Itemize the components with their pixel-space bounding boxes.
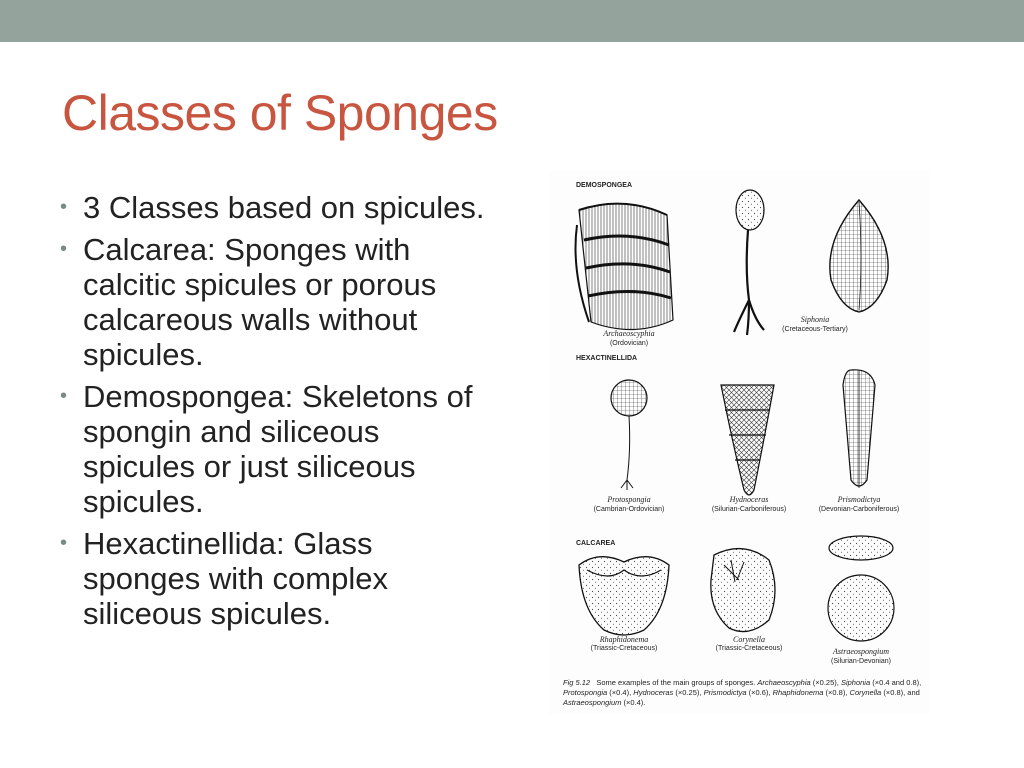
- caption-taxon: Prismodictya: [703, 688, 747, 697]
- protospongia-illustration: [611, 380, 647, 490]
- caption-taxon: Hydnoceras: [633, 688, 674, 697]
- bullet-dot-icon: •: [60, 196, 68, 218]
- section-label-hexactinellida: HEXACTINELLIDA: [576, 355, 638, 362]
- hydnoceras-illustration: [721, 385, 774, 495]
- section-label-demospongea: DEMOSPONGEA: [576, 182, 633, 189]
- caption-scale: (×0.6),: [748, 688, 771, 697]
- bullet-item: [58, 379, 498, 519]
- section-label-calcarea: CALCAREA: [576, 540, 616, 547]
- stalked-sponge-illustration: [734, 190, 764, 335]
- specimen-name: Protospongia: [607, 495, 651, 504]
- caption-intro: Some examples of the main groups of sponges.: [596, 678, 756, 687]
- caption-taxon: Protospongia: [563, 688, 608, 697]
- sponge-illustrations: [549, 170, 929, 675]
- specimen-name: Corynella: [733, 635, 765, 644]
- caption-scale: (×0.4 and 0.8),: [872, 678, 922, 687]
- specimen-age: (Devonian-Carboniferous): [818, 506, 900, 513]
- caption-scale: (×0.8),: [825, 688, 848, 697]
- specimen-name: Prismodictya: [837, 495, 881, 504]
- specimen-name: Astraeospongium: [833, 647, 889, 656]
- caption-scale: (×0.4).: [623, 698, 646, 707]
- astraeospongium-illustration: [828, 536, 894, 641]
- specimen-name: Siphonia: [800, 315, 830, 324]
- caption-scale: (×0.25),: [812, 678, 839, 687]
- corynella-illustration: [711, 549, 775, 632]
- specimen-name: Rhaphidonema: [599, 635, 649, 644]
- bullet-dot-icon: •: [60, 238, 68, 260]
- caption-scale: (×0.8), and: [883, 688, 920, 697]
- prismodictya-illustration: [843, 370, 875, 488]
- sponge-figure: [549, 170, 929, 715]
- specimen-age: (Triassic-Cretaceous): [715, 645, 783, 652]
- bullet-text: 3 Classes based on spicules.: [83, 190, 485, 225]
- figure-caption: [563, 678, 923, 708]
- specimen-age: (Ordovician): [609, 340, 649, 347]
- caption-taxon: Siphonia: [840, 678, 871, 687]
- specimen-age: (Silurian-Devonian): [831, 658, 891, 665]
- bullet-dot-icon: •: [60, 532, 68, 554]
- caption-taxon: Archaeoscyphia: [757, 678, 811, 687]
- bullet-item: [58, 190, 498, 225]
- specimen-name: Archaeoscyphia: [603, 329, 655, 338]
- caption-fig-label: Fig 5.12: [563, 678, 591, 687]
- bullet-text: Demospongea: Skeletons of spongin and siliceous spicules or just siliceous spicules.: [83, 379, 473, 519]
- bullet-item: [58, 232, 498, 372]
- bullet-item: [58, 526, 498, 631]
- caption-taxon: Rhaphidonema: [772, 688, 824, 697]
- specimen-name: Hydnoceras: [729, 495, 769, 504]
- caption-scale: (×0.4),: [609, 688, 632, 697]
- siphonia-illustration: [830, 200, 888, 312]
- specimen-age: (Cretaceous-Tertiary): [782, 326, 848, 333]
- caption-taxon: Astraeospongium: [563, 698, 622, 707]
- bullet-text: Calcarea: Sponges with calcitic spicules or porous calcareous walls without spicules.: [83, 232, 437, 372]
- bullet-text: Hexactinellida: Glass sponges with complex siliceous spicules.: [83, 526, 388, 631]
- bullet-dot-icon: •: [60, 385, 68, 407]
- caption-scale: (×0.25),: [675, 688, 702, 697]
- top-accent-band: [0, 0, 1024, 42]
- bullet-list: [58, 190, 498, 638]
- archaeoscyphia-illustration: [576, 204, 674, 330]
- specimen-age: (Silurian-Carboniferous): [711, 506, 787, 513]
- specimen-age: (Cambrian-Ordovician): [593, 506, 665, 513]
- specimen-age: (Triassic-Cretaceous): [590, 645, 658, 652]
- raphidonema-illustration: [579, 557, 669, 635]
- caption-taxon: Corynella: [849, 688, 882, 697]
- slide-title: Classes of Sponges: [62, 85, 498, 141]
